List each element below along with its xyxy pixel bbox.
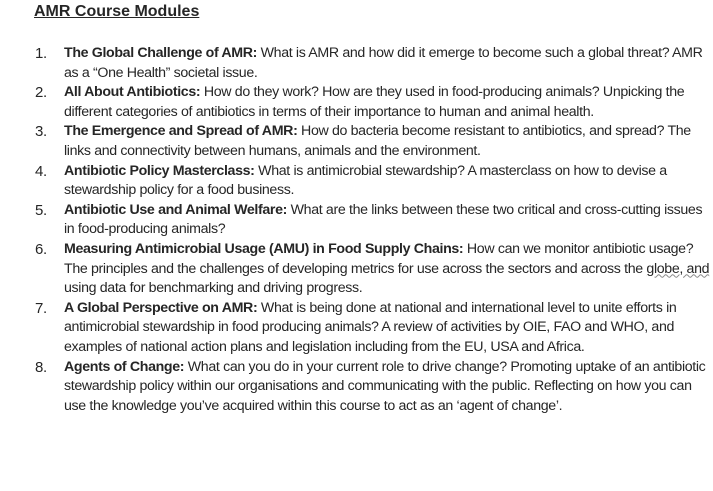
document-title: AMR Course Modules [34, 3, 200, 20]
grammar-flag[interactable]: globe, and [646, 260, 710, 277]
module-heading: Antibiotic Use and Animal Welfare: [64, 201, 288, 218]
module-item [32, 83, 712, 122]
module-heading: A Global Perspective on AMR: [64, 299, 258, 316]
module-description: What are the links between these two critical and cross-cutting issues in food-producing animals? [64, 201, 703, 238]
module-number: 3. [35, 123, 47, 141]
module-heading: All About Antibiotics: [64, 84, 201, 101]
module-description-end: using data for benchmarking and driving progress. [64, 280, 363, 297]
module-number: 4. [35, 162, 47, 180]
module-heading: The Global Challenge of AMR: [64, 45, 258, 61]
module-heading: The Emergence and Spread of AMR: [64, 123, 298, 140]
module-number: 7. [35, 299, 47, 317]
module-item [32, 44, 712, 83]
module-item [32, 358, 712, 417]
module-item [32, 201, 712, 240]
module-number: 2. [35, 84, 47, 102]
module-description: What is antimicrobial stewardship? A masterclass on how to devise a stewardship policy for a food business. [64, 162, 667, 199]
module-item [32, 162, 712, 201]
module-number: 6. [35, 240, 47, 258]
module-description: How can we monitor antibiotic usage? The principles and the challenges of developing metrics for use across the sectors and across the [64, 240, 694, 277]
module-heading: Antibiotic Policy Masterclass: [64, 162, 255, 179]
module-number: 1. [35, 45, 47, 62]
module-list [32, 44, 712, 416]
module-description: What can you do in your current role to drive change? Promoting uptake of an antibiotic stewardship policy within our organisations and communicating with the public. Reflecting on how you can use the knowledge you’ve acquired within this course to act as an ‘agent of change’. [64, 358, 706, 414]
module-description: How do bacteria become resistant to antibiotics, and spread? The links and connectivity between humans, animals and the environment. [64, 123, 691, 159]
module-description: What is AMR and how did it emerge to become such a global threat? AMR as a “One Health” societal issue. [64, 45, 703, 81]
module-item [32, 240, 712, 299]
module-description: How do they work? How are they used in food-producing animals? Unpicking the different categories of antibiotics in terms of their importance to human and animal health. [64, 84, 685, 120]
module-heading: Agents of Change: [64, 358, 185, 375]
module-item [32, 122, 712, 161]
module-number: 5. [35, 201, 47, 219]
module-item [32, 299, 712, 358]
module-heading: Measuring Antimicrobial Usage (AMU) in Food Supply Chains: [64, 240, 464, 257]
module-number: 8. [35, 358, 47, 376]
module-description: What is being done at national and international level to unite efforts in antimicrobial stewardship in food producing animals? A review of activities by OIE, FAO and WHO, and examples of national action plans and legislation including from the EU, USA and Africa. [64, 299, 677, 355]
